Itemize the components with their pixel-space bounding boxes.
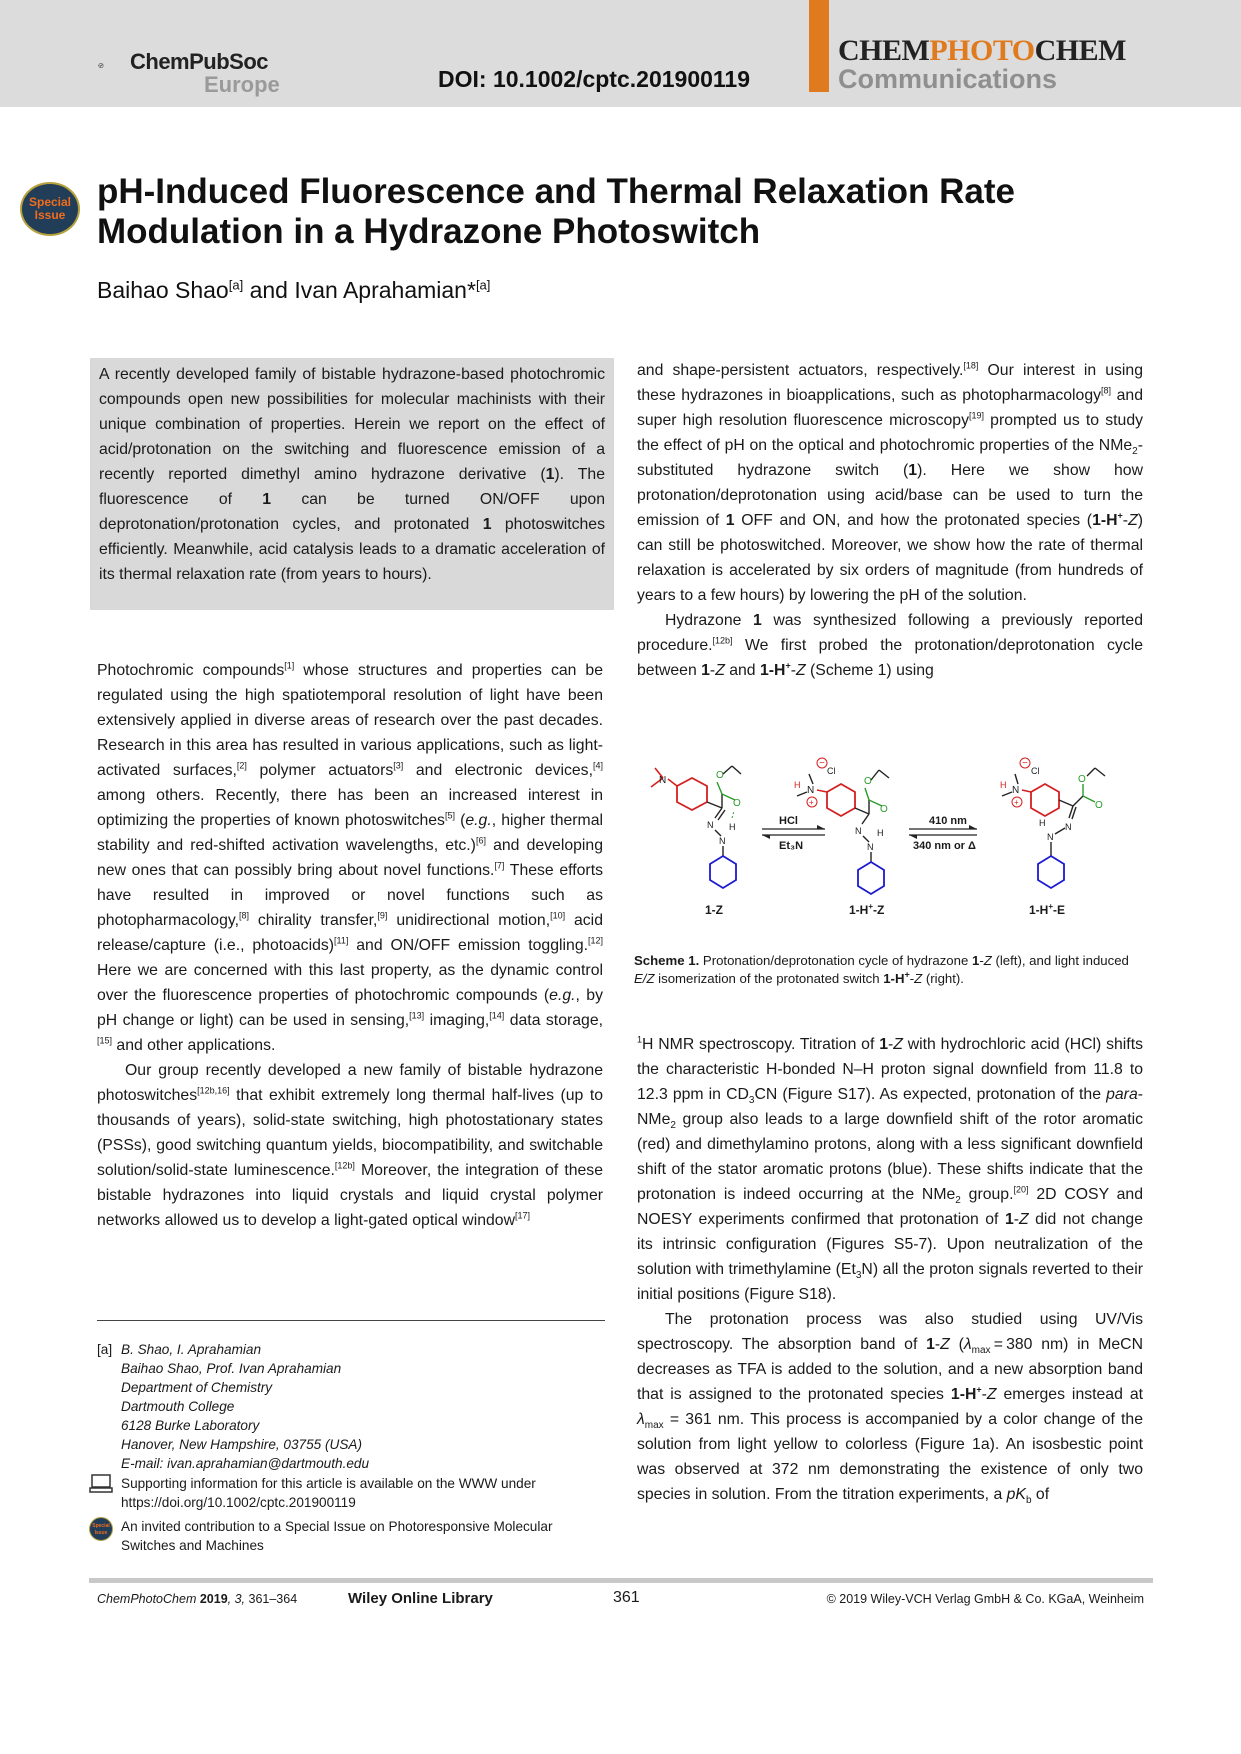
atom-h: H [1000,780,1007,790]
rotor-ring-red [827,784,855,816]
special-issue-note [89,1517,609,1555]
page-header [0,0,1241,107]
atom-o: O [880,804,888,815]
atom-n: N [867,842,874,852]
charge-plus: + [809,798,814,807]
special-issue-badge: Special Issue [20,182,80,236]
atom-h: H [729,822,736,832]
right-paragraph-1: and shape-persistent actuators, respectively.[18] Our interest in using these hydrazones in bioapplications, such as photopharmacology[8] and super high resolution fluorescence microscopy[19] prompted us to study the effect of pH on the optical and photochromic properties of the NMe$_2$-substituted hydrazone switch (1). Here we show how protonation/deprotonation using acid/base can be used to turn the emission of 1 OFF and ON, and how the protonated species (1-H+-Z) can still be photoswitched. Moreover, we show how the rate of thermal relaxation is accelerated by six orders of magnitude (from hundreds of years to a few hours) by lowering the pH of the solution. [637,360,1143,604]
scheme-1-figure [637,756,1143,942]
abstract-text: A recently developed family of bistable hydrazone-based photochromic compounds open new possibilities for molecular machinists with their unique combination of properties. Herein we report on the effect of acid/protonation on the switching and fluorescence emission of a recently reported dimethyl amino hydrazone derivative (1). The fluorescence of 1 can be turned ON/OFF upon deprotonation/protonation cycles, and protonated 1 photoswitches efficiently. Meanwhile, acid catalysis leads to a dramatic acceleration of its thermal relaxation rate (from years to hours). [99,366,606,583]
molecule-1he [1000,758,1105,917]
molecule-1z [651,766,741,917]
atom-n: N [659,775,667,786]
equilibrium-arrow-2 [909,815,977,852]
right-paragraph-3: $^1$H NMR spectroscopy. Titration of 1-Z with hydrochloric acid (HCl) shifts the characteristic H-bonded N–H proton signal downfield from 11.8 to 12.3 ppm in $CD_3CN$ (Figure S17). As expected, protonation of the para-NMe$_2$ group also leads to a large downfield shift of the rotor aromatic (red) and dimethylamino protons, along with a less significant downfield shift of the stator aromatic protons (blue). These shifts indicate that the protonation is indeed occurring at the NMe$_2$ group.[20] 2D COSY and NOESY experiments confirmed that protonation of 1-Z did not change its intrinsic configuration (Figures S5-7). Upon neutralization of the solution with trimethylamine $(Et_3N)$ all the proton signals reverted to their initial positions (Figure S18). [637,1034,1144,1303]
atom-n: N [707,820,714,830]
atom-h: H [877,828,884,838]
special-issue-text: An invited contribution to a Special Issue on Photoresponsive Molecular Switches and Machines [121,1519,553,1553]
atom-cl: Cl [1031,766,1040,776]
email-link[interactable]: E-mail: ivan.aprahamian@dartmouth.edu [121,1456,370,1471]
arrow-label-et3n: Et₃N [779,840,804,852]
equilibrium-arrow-1 [762,815,825,852]
atom-o: O [1078,774,1086,785]
atom-n: N [1065,822,1072,832]
computer-icon [89,1474,121,1512]
atom-n: N [807,785,815,796]
label-1hz: 1-H+-Z [849,902,885,917]
atom-n: N [1047,832,1054,842]
arrow-label-410nm: 410 nm [929,815,967,827]
article-type: Communications [838,64,1058,94]
charge-minus: − [1022,758,1028,769]
left-column-body [97,658,603,1233]
molecule-1hz [794,758,889,917]
right-paragraph-4: The protonation process was also studied using UV/Vis spectroscopy. The absorption band of 1-Z ($\lambda_{max} = 380$ nm) in MeCN decreases as TFA is added to the solution, and a new absorption band that is assigned to the protonated species 1-H+-Z emerges instead at $\lambda_{max} = 361$ nm. This process is accompanied by a color change of the solution from light yellow to colorless (Figure 1a). An isosbestic point was observed at 372 nm demonstrating the existence of only two species in solution. From the titration experiments, a $pK_b$ of [637,1311,1143,1507]
article-title: pH-Induced Fluorescence and Thermal Relaxation Rate Modulation in a Hydrazone Photoswitch [97,172,1015,251]
atom-h: H [1039,818,1046,828]
abstract-box [90,358,614,610]
left-paragraph-2: Our group recently developed a new family of bistable hydrazone photoswitches[12b,16] that exhibit extremely long thermal half-lives (up to thousands of years), solid-state switching, high photostationary states (PSSs), good switching quantum yields, biocompatibility, and switchable solution/solid-state luminescence.[12b] Moreover, the integration of these bistable hydrazones into liquid crystals and liquid crystal polymer networks allowed us to develop a light-gated optical window[17] [97,1062,603,1229]
author-list: Baihao Shao[a] and Ivan Aprahamian*[a] [97,277,491,303]
right-paragraph-2: Hydrazone 1 was synthesized following a previously reported procedure.[12b] We first probed the protonation/deprotonation cycle between 1-Z and 1-H+-Z (Scheme 1) using [637,612,1143,679]
affiliation-footnote: [a] B. Shao, I. Aprahamian Baihao Shao, Prof. Ivan Aprahamian Department of Chemistry Dartmouth College 6128 Burke Laboratory Hanover, New Hampshire, 03755 (USA) E-mail: ivan.aprahamian@dartmouth.edu [97,1342,370,1471]
atom-n: N [855,826,862,836]
label-1he: 1-H+-E [1029,902,1066,917]
copyright: © 2019 Wiley-VCH Verlag GmbH & Co. KGaA, Weinheim [826,1592,1144,1606]
charge-minus: − [819,758,825,769]
left-paragraph-1: Photochromic compounds[1] whose structures and properties can be regulated using the high spatiotemporal resolution of light have been extensively applied in diverse areas of research over the past decades. Research in this area has resulted in various applications, such as light-activated surfaces,[2] polymer actuators[3] and electronic devices,[4] among others. Recently, there has been an increased interest in optimizing the properties of known photoswitches[5] (e.g., higher thermal stability and red-shifted activation wavelengths, etc.)[6] and developing new ones that can possibly bring about novel functions.[7] These efforts have resulted in improved or novel functions such as photopharmacology,[8] chirality transfer,[9] unidirectional motion,[10] acid release/capture (i.e., photoacids)[11] and ON/OFF emission toggling.[12] Here we are concerned with this last property, as the dynamic control over the fluorescence properties of photochromic compounds (e.g., by pH change or light) can be used in sensing,[13] imaging,[14] data storage,[15] and other applications. [97,660,604,1054]
atom-o: O [716,770,724,781]
label-1z: 1-Z [705,903,723,917]
atom-o: O [864,776,872,787]
footer-journal-citation: ChemPhotoChem 2019, 3, 361–364 [97,1592,298,1606]
journal-name: CHEMPHOTOCHEM [838,34,1126,67]
charge-plus: + [1014,798,1019,807]
atom-h: H [794,780,801,790]
arrow-label-hcl: HCl [779,815,798,827]
atom-cl: Cl [827,766,836,776]
footer-rule [89,1578,1153,1583]
stator-ring-blue [710,856,736,888]
page-number: 361 [613,1589,640,1606]
atom-n: N [719,836,726,846]
journal-accent-bar [809,0,829,92]
atom-o: O [1095,800,1103,811]
right-column-bottom [637,1032,1143,1507]
stator-ring-blue [858,862,884,894]
atom-o: O [733,798,741,809]
supporting-info-note [89,1474,609,1512]
doi: DOI: 10.1002/cptc.201900119 [438,66,751,92]
logo-sub: Europe [204,72,280,97]
logo-name: ChemPubSoc [130,49,269,74]
supporting-info-text[interactable]: Supporting information for this article is available on the WWW under https://doi.org/10.1002/cptc.201900119 [121,1476,536,1510]
rotor-ring-red [1031,784,1059,816]
chempubsoc-logo-icon [98,44,132,88]
footnote-divider [97,1320,605,1321]
scheme-caption: Scheme 1. Protonation/deprotonation cycle of hydrazone 1-Z (left), and light induced E/Z isomerization of the protonated switch 1-H+-Z (right). [634,953,1129,986]
rotor-ring-red [677,778,707,810]
atom-n: N [1012,785,1020,796]
special-issue-mini-badge-icon: Special Issue [89,1517,113,1541]
right-column-top [637,358,1143,683]
stator-ring-blue [1038,856,1064,888]
arrow-label-340nm: 340 nm or Δ [913,840,976,852]
wiley-online-library-link[interactable]: Wiley Online Library [348,1590,493,1607]
